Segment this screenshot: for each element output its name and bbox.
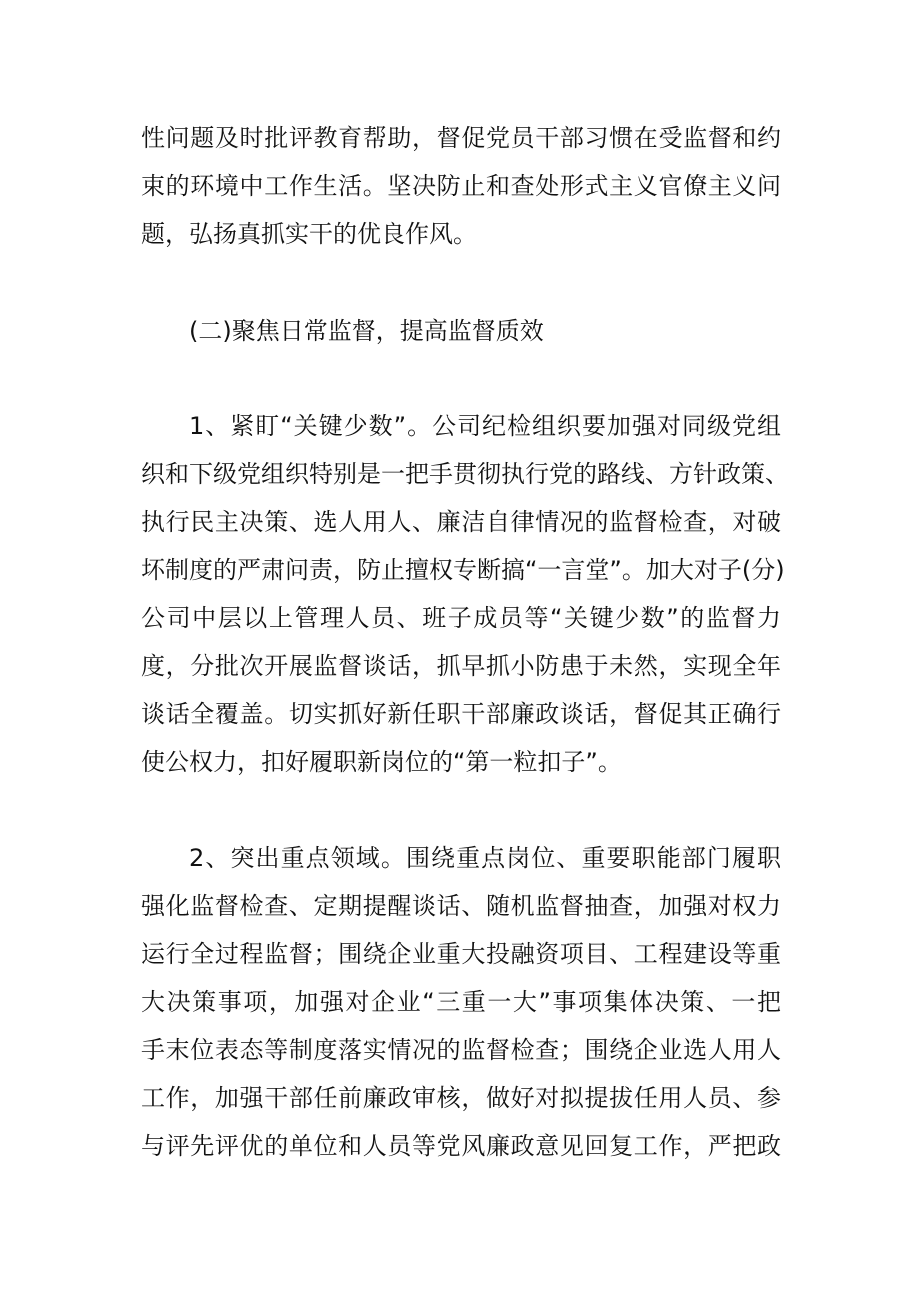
paragraph-line: 题，弘扬真抓实干的优良作风。 (141, 220, 477, 248)
paragraph-line: 强化监督检查、定期提醒谈话、随机监督抽查，加强对权力 (141, 892, 781, 920)
paragraph-line: 谈话全覆盖。切实抓好新任职干部廉政谈话，督促其正确行 (141, 700, 781, 728)
paragraph-line: 公司中层以上管理人员、班子成员等“关键少数”的监督力 (141, 604, 781, 632)
paragraph-line: 束的环境中工作生活。坚决防止和查处形式主义官僚主义问 (141, 172, 781, 200)
paragraph-line: 运行全过程监督；围绕企业重大投融资项目、工程建设等重 (141, 940, 781, 968)
paragraph-line: 使公权力，扣好履职新岗位的“第一粒扣子”。 (141, 748, 622, 776)
paragraph-line: 性问题及时批评教育帮助，督促党员干部习惯在受监督和约 (141, 124, 781, 152)
paragraph-line: 工作，加强干部任前廉政审核，做好对拟提拔任用人员、参 (141, 1084, 781, 1112)
paragraph-line: 2、突出重点领域。围绕重点岗位、重要职能部门履职 (189, 844, 781, 872)
paragraph-line: 织和下级党组织特别是一把手贯彻执行党的路线、方针政策、 (141, 460, 789, 488)
paragraph-line: 大决策事项，加强对企业“三重一大”事项集体决策、一把 (141, 988, 781, 1016)
section-heading: (二)聚焦日常监督，提高监督质效 (189, 317, 544, 345)
paragraph-line: 度，分批次开展监督谈话，抓早抓小防患于未然，实现全年 (141, 652, 781, 680)
paragraph-line: 与评先评优的单位和人员等党风廉政意见回复工作，严把政 (141, 1132, 781, 1160)
paragraph-line: 坏制度的严肃问责，防止擅权专断搞“一言堂”。加大对子(分) (141, 556, 785, 584)
paragraph-line: 1、紧盯“关键少数”。公司纪检组织要加强对同级党组 (189, 412, 781, 440)
paragraph-line: 执行民主决策、选人用人、廉洁自律情况的监督检查，对破 (141, 508, 781, 536)
paragraph-line: 手末位表态等制度落实情况的监督检查；围绕企业选人用人 (141, 1036, 781, 1064)
